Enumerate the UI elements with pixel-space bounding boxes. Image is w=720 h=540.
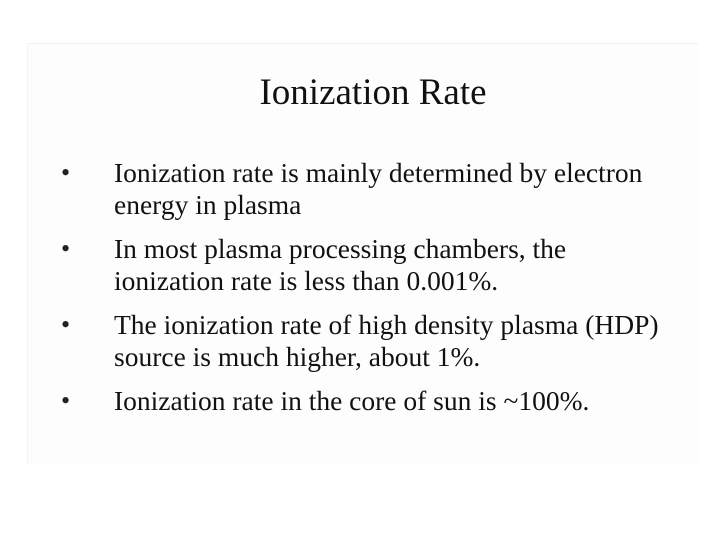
list-item [55, 385, 675, 417]
bullet-text: Ionization rate is mainly determined by electron energy in plasma [114, 157, 643, 220]
slide-title: Ionization Rate [259, 72, 487, 113]
slide-frame [27, 43, 699, 464]
bullet-dot-icon: • [61, 158, 71, 187]
bullet-text: In most plasma processing chambers, the ionization rate is less than 0.001%. [114, 233, 567, 296]
bullet-dot-icon: • [61, 386, 71, 415]
list-item [55, 233, 675, 297]
bullet-dot-icon: • [61, 310, 71, 339]
bullet-text: Ionization rate in the core of sun is ~100%. [114, 385, 590, 416]
bullet-text: The ionization rate of high density plasma (HDP) source is much higher, about 1%. [114, 309, 659, 372]
bullet-dot-icon: • [61, 234, 71, 263]
list-item [55, 309, 675, 373]
bullet-list [55, 157, 675, 429]
list-item [55, 157, 675, 221]
